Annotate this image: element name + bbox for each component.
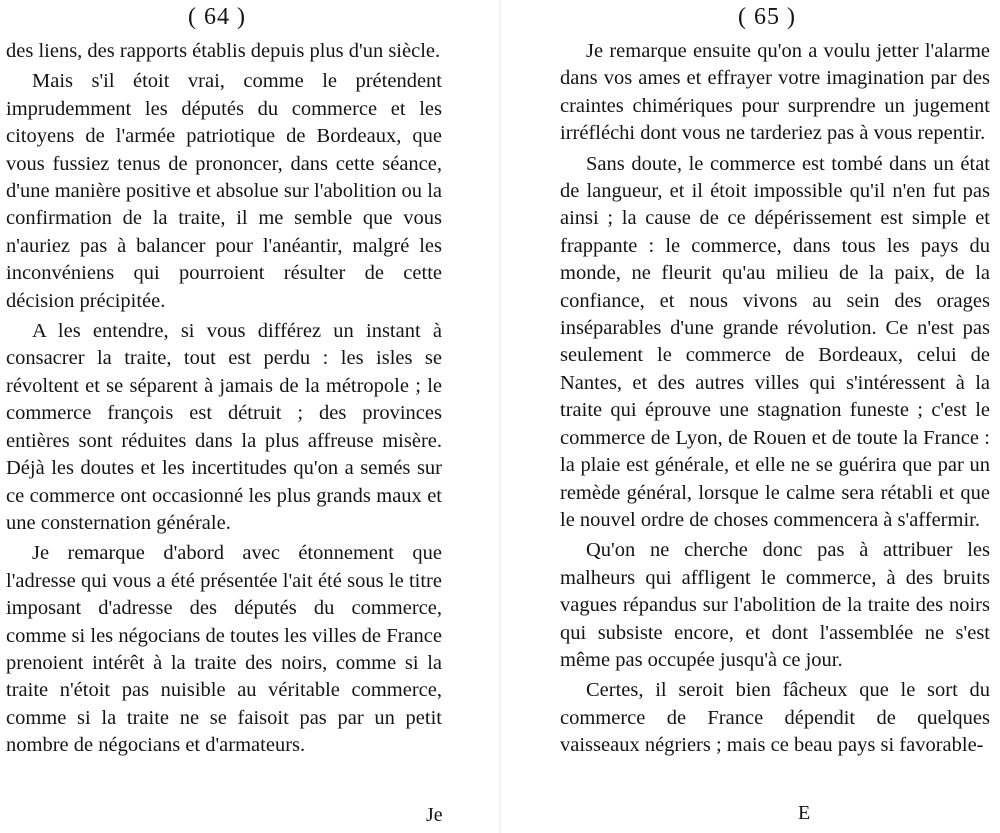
paragraph: Qu'on ne cherche donc pas à attribuer les malheurs qui affligent le commerce, à des bruits vagues répandus sur l'abolition de la traite des noirs qui subsiste encore, et dont l'assemblée ne s'est même pas occupée jusqu'à ce jour. <box>560 539 990 671</box>
catchword: E <box>798 802 811 824</box>
paragraph: des liens, des rapports établis depuis plus d'un siècle. <box>6 40 441 62</box>
paragraph: A les entendre, si vous différez un instant à consacrer la traite, tout est perdu : les isles se révoltent et se séparent à jamais de la métropole ; le commerce françois est détruit ; des provinces entières sont réduites dans la plus affreuse misère. Déjà les doutes et les incertitudes qu'on a semés sur ce commerce ont occasionné les plus grands maux et une consternation générale. <box>6 320 442 534</box>
paragraph: Certes, il seroit bien fâcheux que le sort du commerce de France dépendit de quelques vaisseaux négriers ; mais ce beau pays si favorable- <box>560 679 990 757</box>
page-number: ( 65 ) <box>738 4 796 30</box>
page-body <box>560 38 990 763</box>
page-number: ( 64 ) <box>188 4 246 30</box>
page-body <box>6 38 442 763</box>
paragraph: Je remarque ensuite qu'on a voulu jetter l'alarme dans vos ames et effrayer votre imagination par des craintes chimériques pour surprendre un jugement irréfléchi dont vous ne tarderiez pas à vous repentir. <box>560 40 990 145</box>
paragraph: Je remarque d'abord avec étonnement que l'adresse qui vous a été présentée l'ait été sous le titre imposant d'adresse des députés du commerce, comme si les négocians de toutes les villes de France prenoient intérêt à la traite des noirs, comme si la traite n'étoit pas nuisible au véritable commerce, comme si la traite ne se faisoit pas par un petit nombre de négocians et d'armateurs. <box>6 542 442 757</box>
right-page <box>500 0 1000 833</box>
paragraph: Sans doute, le commerce est tombé dans un état de langueur, et il étoit impossible qu'il n'en fut pas ainsi ; la cause de ce dépérissement est simple et frappante : le commerce, dans tous les pays du monde, ne fleurit qu'au milieu de la paix, de la confiance, et nous vivons au sein des orages inséparables d'une grande révolution. Ce n'est pas seulement le commerce de Bordeaux, celui de Nantes, et des autres villes qui s'intéressent à la traite qui éprouve une stagnation funeste ; c'est le commerce de Lyon, de Rouen et de toute la France : la plaie est générale, et elle ne se guérira que par un remède général, lorsque le calme sera rétabli et que le nouvel ordre de choses commencera à s'affermir. <box>560 152 990 531</box>
catchword: Je <box>426 804 443 826</box>
paragraph: Mais s'il étoit vrai, comme le prétendent imprudemment les députés du commerce et les citoyens de l'armée patriotique de Bordeaux, que vous fussiez tenus de prononcer, dans cette séance, d'une manière positive et absolue sur l'abolition ou la confirmation de la traite, il me semble que vous n'auriez pas à balancer pour l'anéantir, malgré les inconvéniens qui pourroient résulter de cette décision précipitée. <box>6 70 442 312</box>
